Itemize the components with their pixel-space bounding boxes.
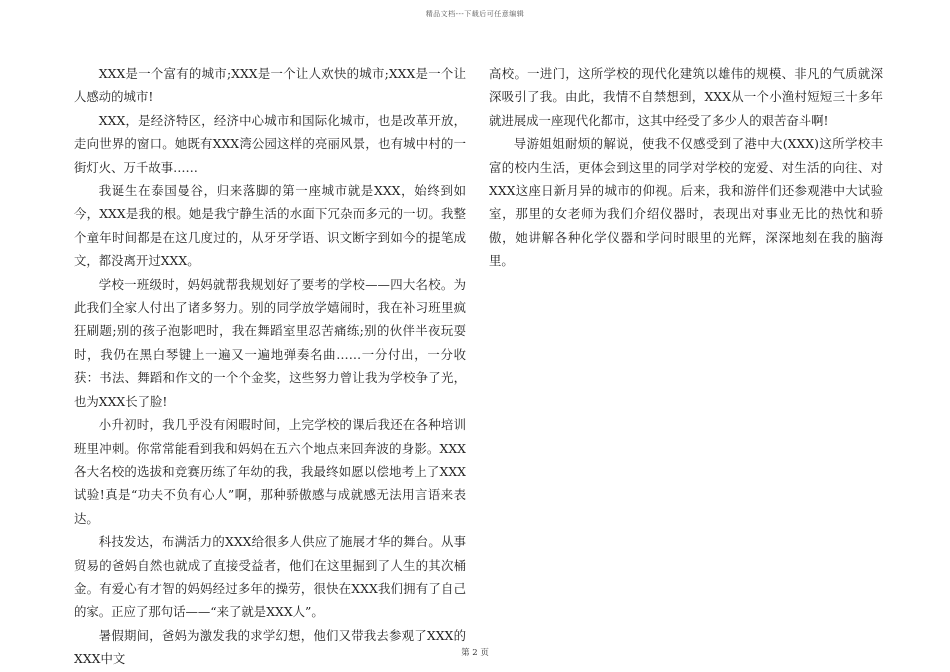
right-column xyxy=(489,62,883,273)
paragraph: 小升初时，我几乎没有闲暇时间，上完学校的课后我还在各种培训班里冲刺。你常常能看到我和妈妈在五六个地点来回奔波的身影。XXX各大名校的选拔和竞赛历练了年幼的我，我最终如愿以偿地考上了XXX试验!真是“功夫不负有心人”啊，那种骄傲感与成就感无法用言语来表达。 xyxy=(74,417,466,526)
paragraph: 暑假期间，爸妈为激发我的求学幻想，他们又带我去参观了XXX的XXX中文 xyxy=(74,627,466,667)
paragraph: 导游姐姐耐烦的解说，使我不仅感受到了港中大(XXX)这所学校丰富的校内生活，更体会到这里的同学对学校的宠爱、对生活的向往、对XXX这座日新月异的城市的仰视。后来，我和游伴们还参观港中大试验室，那里的女老师为我们介绍仪器时，表现出对事业无比的热忱和骄傲，她讲解各种化学仪器和学问时眼里的光辉，深深地刻在我的脑海里。 xyxy=(489,136,883,269)
left-column xyxy=(74,62,466,671)
header-note: 精品文档---下载后可任意编辑 xyxy=(425,10,525,18)
paragraph-continued: 高校。一进门，这所学校的现代化建筑以雄伟的规模、非凡的气质就深深吸引了我。由此，我情不自禁想到，XXX从一个小渔村短短三十多年就进展成一座现代化都市，这其中经受了多少人的艰苦奋斗啊! xyxy=(489,66,883,128)
paragraph: XXX是一个富有的城市;XXX是一个让人欢快的城市;XXX是一个让人感动的城市! xyxy=(74,66,466,105)
paragraph: 科技发达，布满活力的XXX给很多人供应了施展才华的舞台。从事贸易的爸妈自然也就成了直接受益者，他们在这里掘到了人生的其次桶金。有爱心有才智的妈妈经过多年的操劳，很快在XXX我们拥有了自己的家。正应了那句话——“来了就是XXX人”。 xyxy=(74,534,466,620)
paragraph: 学校一班级时，妈妈就帮我规划好了要考的学校——四大名校。为此我们全家人付出了诸多努力。别的同学放学嬉闹时，我在补习班里疯狂刷题;别的孩子泡影吧时，我在舞蹈室里忍苦痛练;别的伙伴半夜玩耍时，我仍在黑白琴键上一遍又一遍地弹奏名曲……一分付出，一分收获：书法、舞蹈和作文的一个个金奖，这些努力曾让我为学校争了光，也为XXX长了脸! xyxy=(74,276,466,409)
paragraph: XXX，是经济特区，经济中心城市和国际化城市，也是改革开放，走向世界的窗口。她既有XXX湾公园这样的亮丽风景，也有城中村的一街灯火、万千故事…… xyxy=(74,112,466,175)
paragraph: 我诞生在泰国曼谷，归来落脚的第一座城市就是XXX，始终到如今，XXX是我的根。她是我宁静生活的水面下冗杂而多元的一切。我整个童年时间都是在这几度过的，从牙牙学语、识文断字到如今的提笔成文，都没离开过XXX。 xyxy=(74,183,466,269)
page-number: 第 2 页 xyxy=(461,648,489,658)
